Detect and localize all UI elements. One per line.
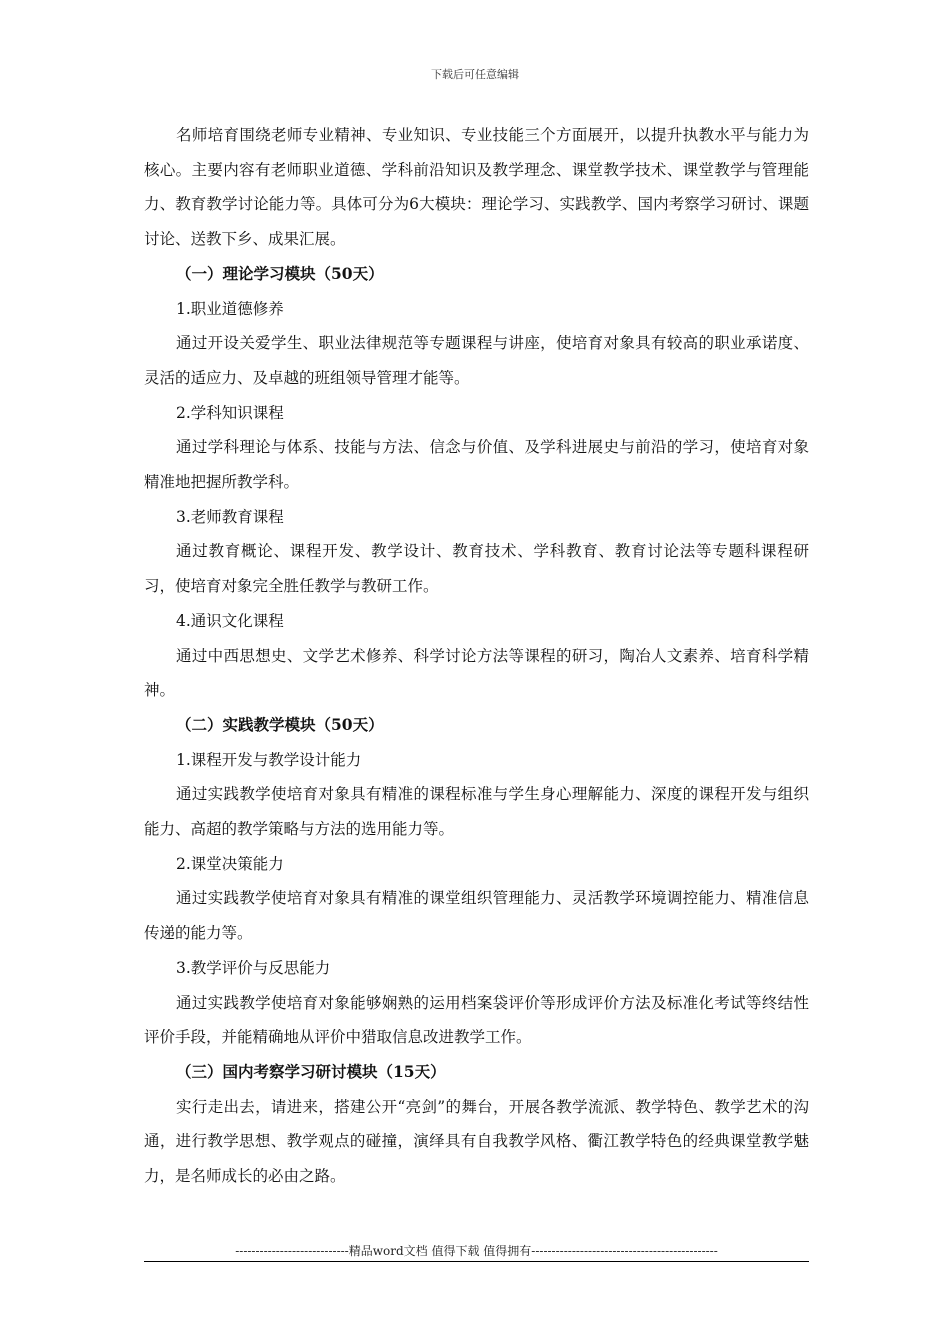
subsection-title: 2.学科知识课程: [176, 403, 284, 422]
paragraph: 通过开设关爱学生、职业法律规范等专题课程与讲座，使培育对象具有较高的职业承诺度、灵活的适应力、及卓越的班组领导管理才能等。: [144, 334, 809, 387]
footer-rule: [144, 1261, 809, 1262]
document-body: [144, 118, 809, 1194]
subsection-title: 1.课程开发与教学设计能力: [176, 750, 362, 769]
paragraph: 通过实践教学使培育对象能够娴熟的运用档案袋评价等形成评价方法及标准化考试等终结性评价手段，并能精确地从评价中猎取信息改进教学工作。: [144, 993, 809, 1047]
section-heading: （二）实践教学模块（50天）: [176, 714, 384, 734]
paragraph: 通过实践教学使培育对象具有精准的课程标准与学生身心理解能力、深度的课程开发与组织能力、高超的教学策略与方法的选用能力等。: [144, 785, 809, 839]
paragraph: 通过学科理论与体系、技能与方法、信念与价值、及学科进展史与前沿的学习，使培育对象精准地把握所教学科。: [144, 438, 809, 492]
paragraph: 通过实践教学使培育对象具有精准的课堂组织管理能力、灵活教学环境调控能力、精准信息传递的能力等。: [144, 889, 809, 943]
paragraph: 实行走出去，请进来，搭建公开“亮剑”的舞台，开展各教学流派、教学特色、教学艺术的沟通，进行教学思想、教学观点的碰撞，演绎具有自我教学风格、衢江教学特色的经典课堂教学魅力，是名师成长的必由之路。: [144, 1097, 809, 1186]
subsection-title: 2.课堂决策能力: [176, 854, 284, 873]
paragraph: 通过中西思想史、文学艺术修养、科学讨论方法等课程的研习，陶冶人文素养、培育科学精神。: [144, 646, 809, 700]
paragraph: 名师培育围绕老师专业精神、专业知识、专业技能三个方面展开，以提升执教水平与能力为核心。主要内容有老师职业道德、学科前沿知识及教学理念、课堂教学技术、课堂教学与管理能力、教育教学讨论能力等。具体可分为6大模块：理论学习、实践教学、国内考察学习研讨、课题讨论、送教下乡、成果汇展。: [144, 126, 809, 249]
subsection-title: 4.通识文化课程: [176, 611, 284, 630]
section-heading: （一）理论学习模块（50天）: [176, 263, 384, 283]
section-heading: （三）国内考察学习研讨模块（15天）: [176, 1061, 446, 1081]
subsection-title: 1.职业道德修养: [176, 299, 284, 318]
page-footer: ----------------------------精品word文档 值得下载 值得拥有----------------------------------------------: [235, 1244, 718, 1258]
page-header: 下载后可任意编辑: [431, 68, 519, 81]
paragraph: 通过教育概论、课程开发、教学设计、教育技术、学科教育、教育讨论法等专题科课程研习，使培育对象完全胜任教学与教研工作。: [144, 542, 809, 596]
subsection-title: 3.教学评价与反思能力: [176, 958, 331, 977]
subsection-title: 3.老师教育课程: [176, 507, 284, 526]
